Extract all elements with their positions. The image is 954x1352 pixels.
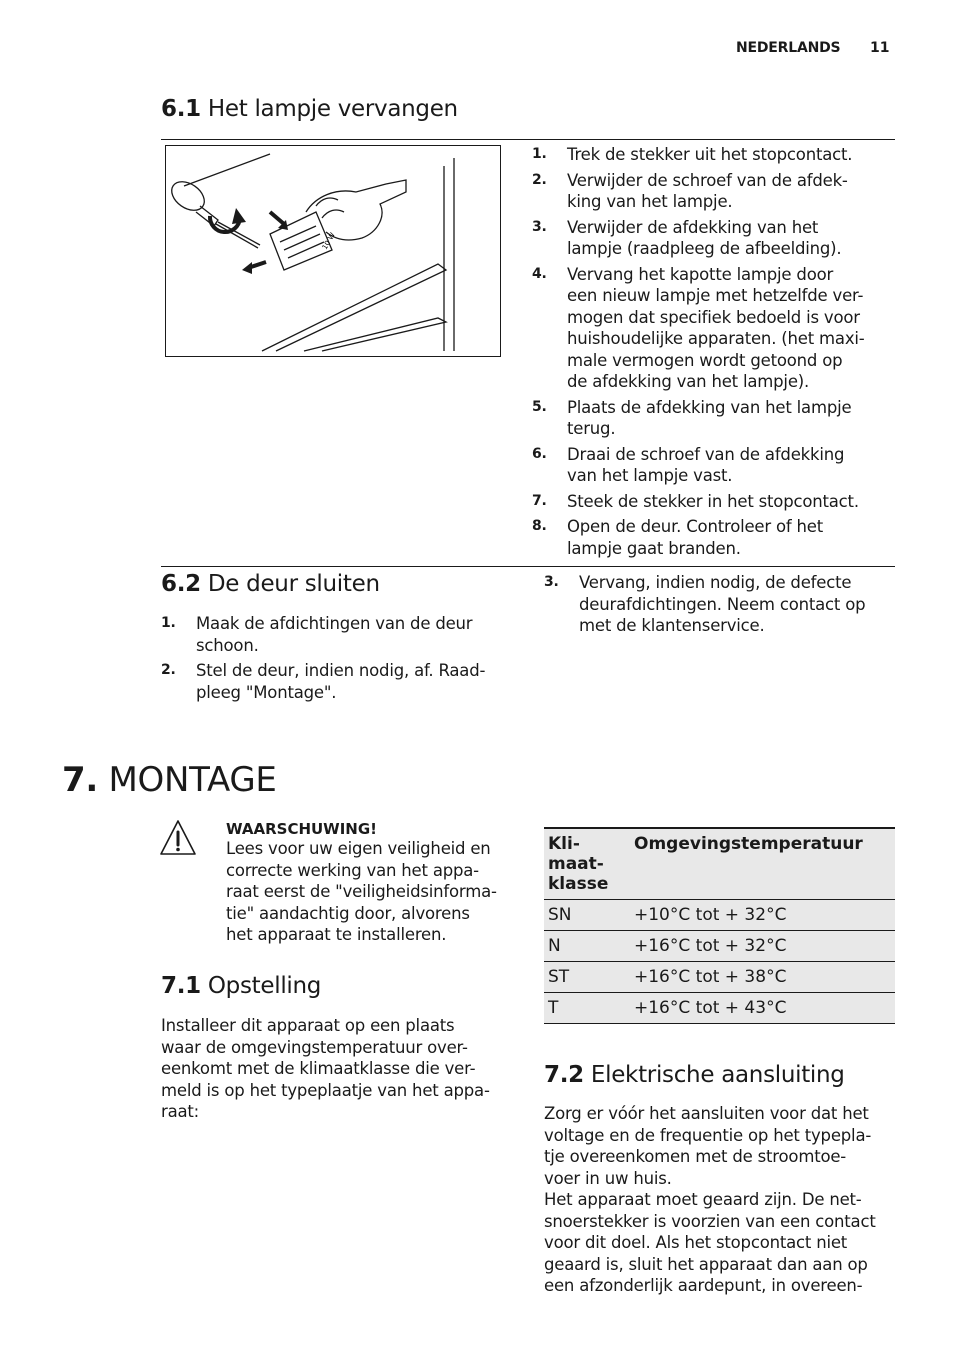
step-number: 2. <box>532 171 547 188</box>
section-number: 6.2 <box>161 571 201 597</box>
section-7-2-heading <box>544 1062 845 1088</box>
chapter-number: 7. <box>62 760 98 800</box>
climate-class-table <box>544 827 895 1024</box>
table-row <box>544 962 895 993</box>
step-text: Stel de deur, indien nodig, af. Raad- pleeg "Montage". <box>196 661 486 702</box>
section-number: 7.1 <box>161 973 201 999</box>
table-row <box>544 993 895 1024</box>
step-number: 2. <box>161 662 176 678</box>
table-header-row <box>544 828 895 900</box>
list-item <box>532 397 892 440</box>
section-divider <box>161 566 895 567</box>
section-number: 7.2 <box>544 1062 584 1088</box>
step-number: 7. <box>532 492 547 509</box>
list-item <box>544 572 894 637</box>
step-text: Vervang, indien nodig, de defecte deurafdichtingen. Neem contact op met de klantenservice. <box>579 573 866 635</box>
lamp-replacement-figure <box>165 145 501 357</box>
step-number: 3. <box>544 574 559 590</box>
section-title: De deur sluiten <box>207 571 380 597</box>
section-title: Het lampje vervangen <box>207 96 458 122</box>
table-header-cell: Kli- maat- klasse <box>544 828 630 900</box>
page-number: 11 <box>870 40 890 56</box>
chapter-7-heading <box>62 760 277 800</box>
table-row <box>544 900 895 931</box>
table-cell: N <box>544 931 630 962</box>
list-item <box>532 264 892 393</box>
table-cell: +10°C tot + 32°C <box>630 900 895 931</box>
table-cell: T <box>544 993 630 1024</box>
section-7-1-heading <box>161 973 321 999</box>
section-divider <box>161 139 895 140</box>
table-row <box>544 931 895 962</box>
electrical-text: Zorg er vóór het aansluiten voor dat het voltage en de frequentie op het typepla- tje overeenkomen met de stroomtoe- voer in uw huis. Het apparaat moet geaard zijn. De net- snoerstekker is voorzien van een contact voor dit doel. Als het stopcontact niet geaard is, sluit het apparaat dan aan op een afzonderlijk aardepunt, in overeen- <box>544 1104 876 1295</box>
table-cell: ST <box>544 962 630 993</box>
section-number: 6.1 <box>161 96 201 122</box>
list-item <box>532 170 892 213</box>
step-number: 6. <box>532 445 547 462</box>
step-number: 8. <box>532 518 547 534</box>
step-text: Open de deur. Controleer of het lampje gaat branden. <box>567 517 824 558</box>
warning-triangle-icon <box>158 818 198 862</box>
installation-text: Installeer dit apparaat op een plaats waar de omgevingstemperatuur over- eenkomt met de klimaatklasse die ver- meld is op het typeplaatje van het appa- raat: <box>161 1016 490 1121</box>
list-item <box>532 444 892 487</box>
table-cell: +16°C tot + 38°C <box>630 962 895 993</box>
list-item <box>161 660 506 703</box>
step-number: 3. <box>532 218 547 235</box>
step-number: 1. <box>161 615 176 631</box>
table-cell: SN <box>544 900 630 931</box>
step-text: Verwijder de schroef van de afdek- king van het lampje. <box>567 170 848 211</box>
lamp-illustration <box>166 146 500 356</box>
step-text: Maak de afdichtingen van de deur schoon. <box>196 614 473 655</box>
warning-box <box>226 820 526 946</box>
step-text: Verwijder de afdekking van het lampje (raadpleeg de afbeelding). <box>567 217 842 258</box>
step-text: Draai de schroef van de afdekking van het lampje vast. <box>567 444 845 485</box>
door-steps-right <box>544 572 894 641</box>
chapter-title: MONTAGE <box>108 760 277 800</box>
step-text: Vervang het kapotte lampje door een nieuw lampje met hetzelfde ver- mogen dat specifiek bedoeld is voor huishoudelijke apparaten. (het maxi- male vermogen wordt getoond op de afdekking van het lampje). <box>567 264 865 391</box>
list-item <box>532 516 892 559</box>
warning-title: WAARSCHUWING! <box>226 820 378 838</box>
list-item <box>532 144 892 166</box>
warning-text: Lees voor uw eigen veiligheid en correcte werking van het appa- raat eerst de "veiligheidsinforma- tie" aandachtig door, alvorens het apparaat te installeren. <box>226 839 497 944</box>
list-item <box>532 491 892 513</box>
step-number: 5. <box>532 398 547 415</box>
step-number: 1. <box>532 146 547 162</box>
figure-label: 10 W <box>320 231 337 251</box>
step-text: Steek de stekker in het stopcontact. <box>567 491 859 511</box>
lamp-steps-list <box>532 144 892 563</box>
door-steps-left <box>161 613 506 707</box>
list-item <box>161 613 506 656</box>
table-header-cell: Omgevingstemperatuur <box>630 828 895 900</box>
section-title: Elektrische aansluiting <box>590 1062 845 1088</box>
section-title: Opstelling <box>207 973 322 999</box>
section-6-2-heading <box>161 571 380 597</box>
step-text: Plaats de afdekking van het lampje terug. <box>567 397 852 438</box>
step-text: Trek de stekker uit het stopcontact. <box>567 145 853 164</box>
table-cell: +16°C tot + 32°C <box>630 931 895 962</box>
header-language: NEDERLANDS <box>736 40 841 56</box>
section-6-1-heading <box>161 96 458 122</box>
table-cell: +16°C tot + 43°C <box>630 993 895 1024</box>
step-number: 4. <box>532 265 547 282</box>
list-item <box>532 217 892 260</box>
